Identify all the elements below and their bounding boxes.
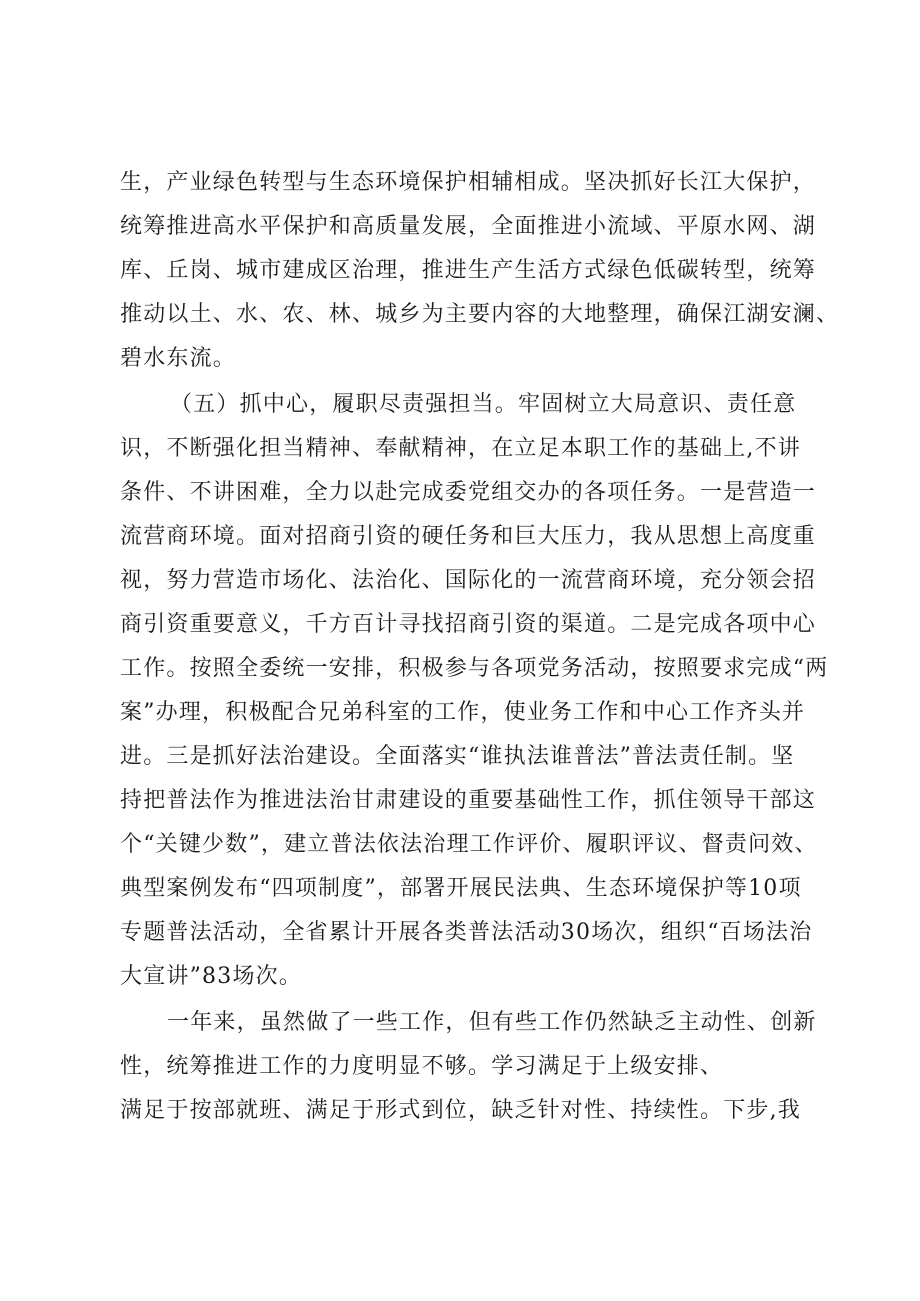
text-line: 库、丘岗、城市建成区治理，推进生产生活方式绿色低碳转型，统筹	[120, 258, 817, 283]
text-line: 商引资重要意义，千方百计寻找招商引资的渠道。二是完成各项中心	[120, 612, 817, 637]
paragraph-heading-line: （五）抓中心，履职尽责强担当。牢固树立大局意识、责任意	[170, 392, 797, 417]
text-line: 流营商环境。面对招商引资的硬任务和巨大压力，我从思想上高度重	[120, 524, 817, 549]
text-line: 推动以土、水、农、林、城乡为主要内容的大地整理，确保江湖安澜、	[120, 302, 840, 327]
text-line: 条件、不讲困难，全力以赴完成委党组交办的各项任务。一是营造一	[120, 480, 817, 505]
text-line: 视，努力营造市场化、法治化、国际化的一流营商环境，充分领会招	[120, 568, 817, 593]
text-line: 典型案例发布“四项制度”，部署开展民法典、生态环境保护等10项	[120, 876, 802, 901]
text-line: 性，统筹推进工作的力度明显不够。学习满足于上级安排、	[120, 1054, 724, 1079]
text-line: 统筹推进高水平保护和高质量发展，全面推进小流域、平原水网、湖	[120, 214, 817, 239]
text-line: 工作。按照全委统一安排，积极参与各项党务活动，按照要求完成“两	[120, 656, 829, 681]
text-line: 生，产业绿色转型与生态环境保护相辅相成。坚决抓好长江大保护，	[120, 170, 817, 195]
text-line: 识，不断强化担当精神、奉献精神，在立足本职工作的基础上,不讲	[120, 436, 801, 461]
text-line: 大宣讲”83场次。	[120, 964, 303, 989]
text-line: 案”办理，积极配合兄弟科室的工作，使业务工作和中心工作齐头并	[120, 700, 806, 725]
paragraph-first-line: 一年来，虽然做了一些工作，但有些工作仍然缺乏主动性、创新	[167, 1010, 817, 1035]
text-line: 进。三是抓好法治建设。全面落实“谁执法谁普法”普法责任制。坚	[120, 744, 795, 769]
text-line: 满足于按部就班、满足于形式到位，缺乏针对性、持续性。下步,我	[120, 1098, 801, 1123]
text-line: 持把普法作为推进法治甘肃建设的重要基础性工作，抓住领导干部这	[120, 788, 817, 813]
text-line: 碧水东流。	[120, 346, 237, 371]
text-line: 个“关键少数”，建立普法依法治理工作评价、履职评议、督责问效、	[120, 832, 818, 857]
text-line: 专题普法活动，全省累计开展各类普法活动30场次，组织“百场法治	[120, 920, 813, 945]
